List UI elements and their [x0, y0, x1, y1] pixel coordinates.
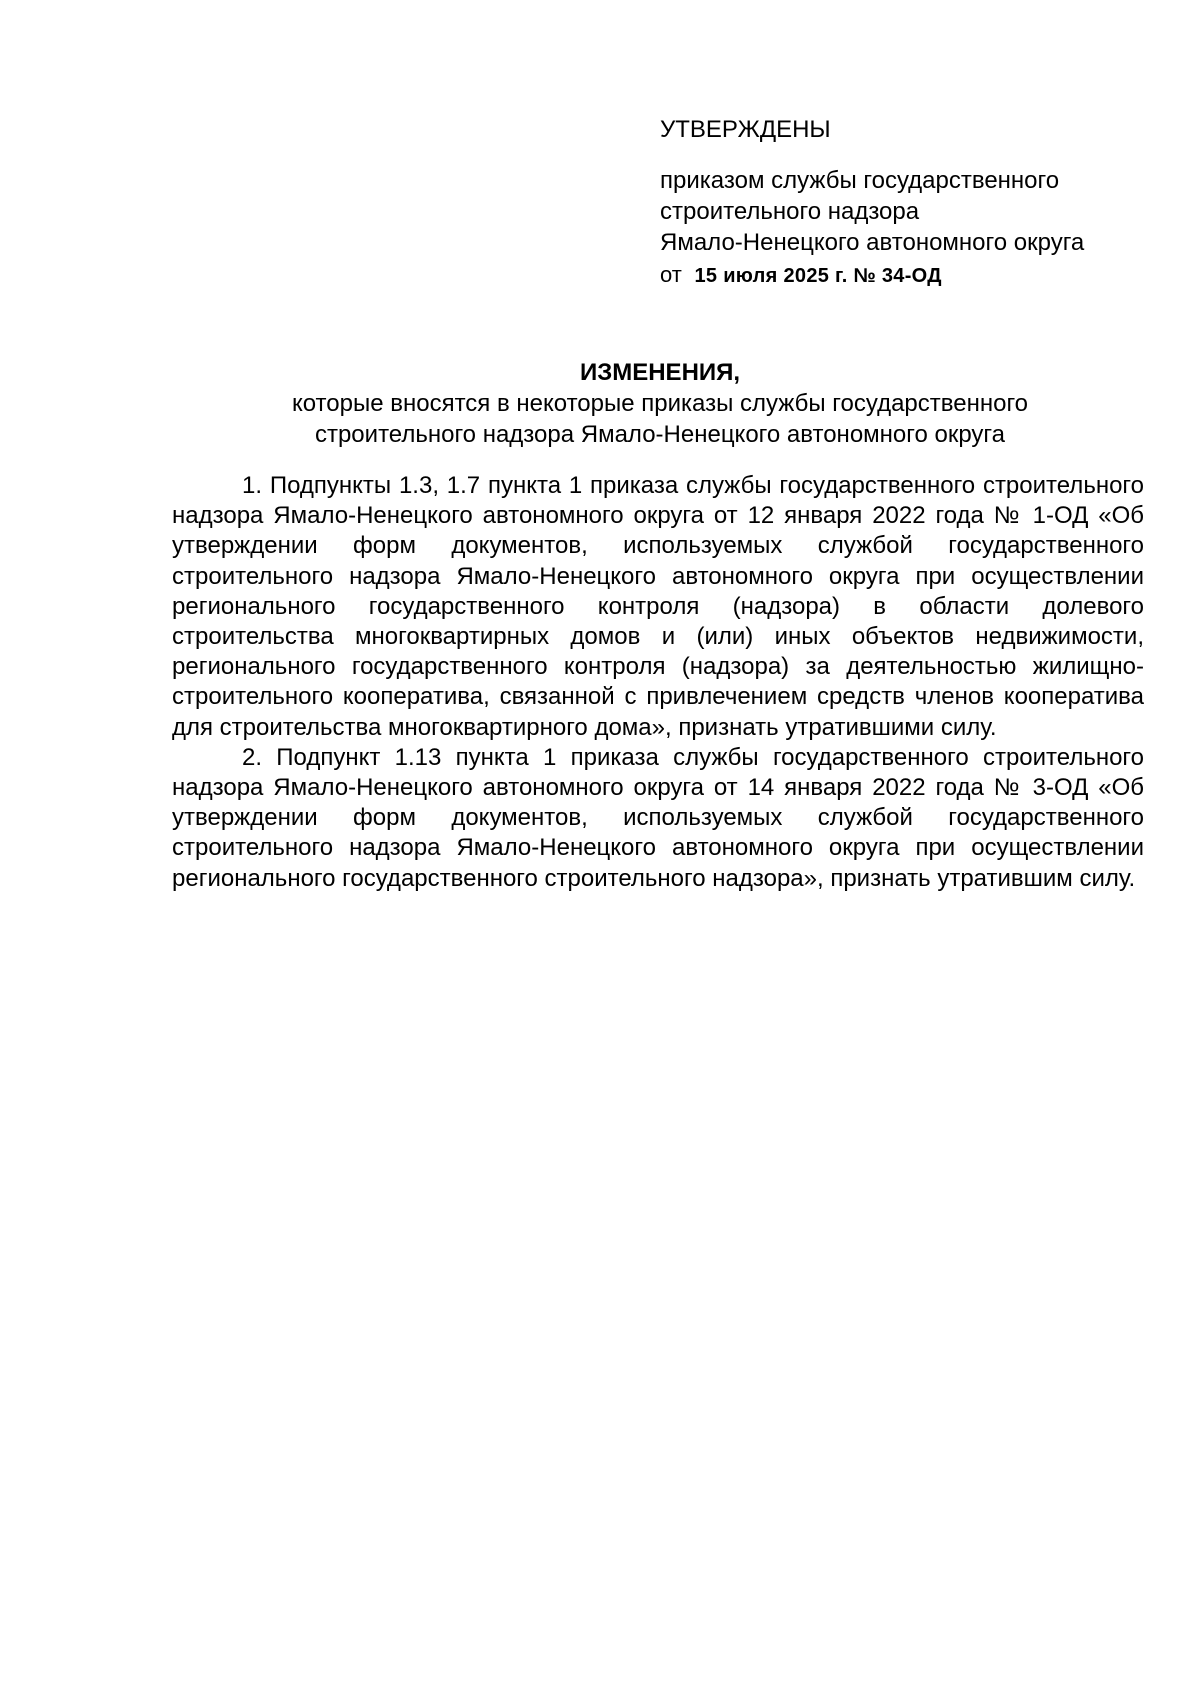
approval-line: строительного надзора	[660, 198, 920, 225]
paragraph-1: 1. Подпункты 1.3, 1.7 пункта 1 приказа службы государственного строительного надзора Ямало-Ненецкого автономного округа от 12 января 2022 года № 1-ОД «Об утверждении форм документов, используемых службой государственного строительного надзора Ямало-Ненецкого автономного округа при осуществлении регионального государственного контроля (надзора) в области долевого строительства многоквартирных домов и (или) иных объектов недвижимости, регионального государственного контроля (надзора) за деятельностью жилищно-строительного кооператива, связанной с привлечением средств членов кооператива для строительства многоквартирного дома», признать утратившими силу.	[172, 472, 1144, 741]
approval-line: Ямало-Ненецкого автономного округа	[660, 229, 1085, 256]
heading-subtitle-line: которые вносятся в некоторые приказы службы государственного	[291, 390, 1029, 417]
approval-block	[660, 114, 1140, 292]
order-date-number: 15 июля 2025 г. № 34-ОД	[694, 265, 942, 287]
approval-date-line	[660, 259, 1140, 292]
document-body	[172, 471, 1144, 894]
date-prefix: от	[660, 262, 682, 287]
paragraph-2: 2. Подпункт 1.13 пункта 1 приказа службы государственного строительного надзора Ямало-Ненецкого автономного округа от 14 января 2022 года № 3-ОД «Об утверждении форм документов, используемых службой государственного строительного надзора Ямало-Ненецкого автономного округа при осуществлении регионального государственного строительного надзора», признать утратившим силу.	[172, 743, 1144, 892]
heading-title: ИЗМЕНЕНИЯ,	[579, 359, 741, 386]
heading-subtitle-line: строительного надзора Ямало-Ненецкого автономного округа	[314, 421, 1006, 448]
document-heading	[160, 357, 1160, 450]
approval-title: УТВЕРЖДЕНЫ	[660, 116, 831, 143]
approval-line: приказом службы государственного	[660, 167, 1060, 194]
